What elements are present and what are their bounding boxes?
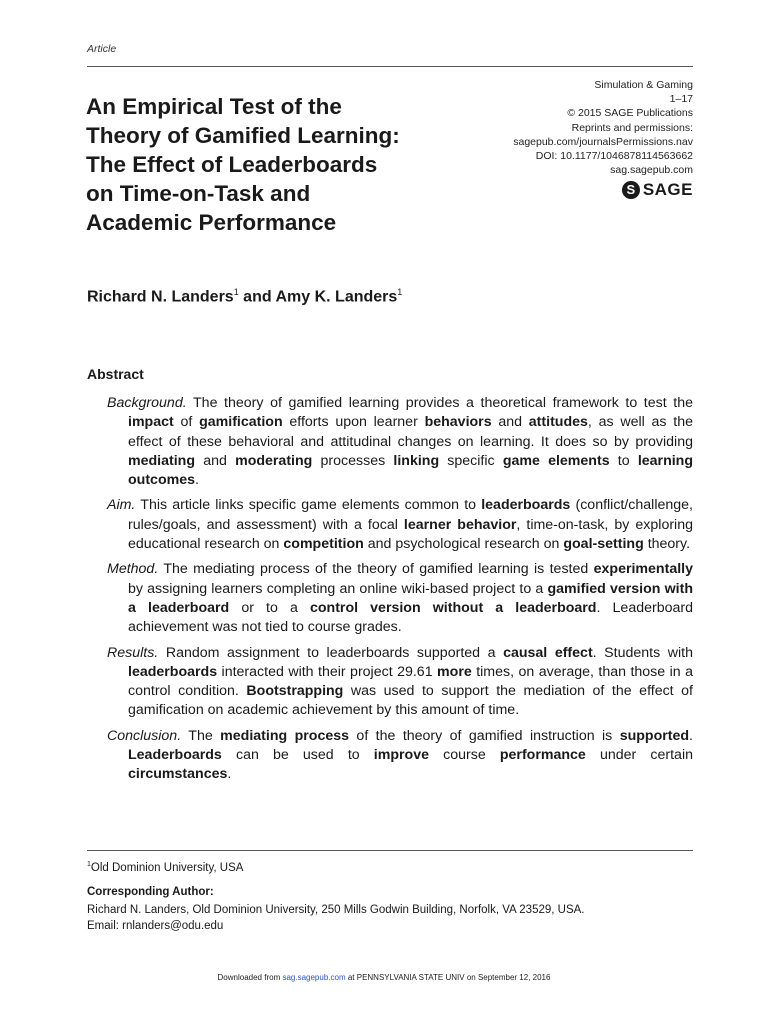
- affiliation-footnote: [87, 861, 243, 874]
- keyword: causal effect: [503, 644, 593, 661]
- abstract-section-label: Conclusion.: [107, 727, 182, 744]
- title-line: An Empirical Test of the: [86, 94, 342, 119]
- keyword: competition: [283, 536, 364, 553]
- affiliation-mark: 1: [87, 861, 91, 868]
- author-list: [87, 287, 402, 306]
- journal-info: [443, 78, 693, 199]
- abstract-text: . Leaderboard achievement was not tied to course grades.: [128, 599, 693, 636]
- sage-logo: [622, 181, 693, 199]
- abstract-text: , time-on-task, by exploring educational research on: [128, 516, 693, 553]
- keyword: learner behavior: [403, 516, 517, 533]
- abstract-section: [107, 727, 693, 785]
- abstract-section-label: Aim.: [107, 497, 136, 514]
- header-rule: [87, 66, 693, 67]
- abstract-text: can be used to: [221, 747, 374, 764]
- abstract-text: by assigning learners completing an online wiki-based project to a: [128, 580, 548, 597]
- keyword: more: [437, 663, 472, 680]
- abstract-section-label: Method.: [107, 561, 159, 578]
- abstract-text: .: [227, 766, 232, 783]
- keyword: gamified version with a leaderboard: [128, 580, 693, 616]
- keyword: impact: [128, 414, 174, 431]
- abstract-text: efforts upon learner: [282, 414, 425, 431]
- title-line: on Time-on-Task and: [86, 181, 311, 206]
- abstract-section: [107, 560, 693, 637]
- copyright: © 2015 SAGE Publications: [567, 107, 693, 120]
- abstract-text: The mediating process of the theory of gamified learning is tested: [158, 561, 594, 578]
- abstract-text: This article links specific game elements common to: [135, 497, 482, 514]
- abstract-text: processes: [312, 452, 394, 469]
- keyword: attitudes: [528, 414, 588, 431]
- abstract-text: under certain: [585, 747, 693, 764]
- corresponding-address: Richard N. Landers, Old Dominion University, 250 Mills Godwin Building, Norfolk, VA 23529, USA.: [87, 904, 585, 916]
- keyword: leaderboards: [481, 497, 571, 514]
- keyword: moderating: [235, 452, 313, 469]
- download-notice: [0, 973, 768, 982]
- download-suffix: at PENNSYLVANIA STATE UNIV on September 12, 2016: [345, 973, 551, 982]
- keyword: supported: [619, 727, 690, 744]
- abstract-body: [107, 394, 693, 791]
- affiliation-text: Old Dominion University, USA: [90, 861, 244, 874]
- author-name: Amy K. Landers: [275, 288, 398, 306]
- abstract-text: and: [491, 414, 529, 431]
- page-range: 1–17: [669, 93, 693, 106]
- abstract-section-label: Background.: [107, 395, 187, 411]
- abstract-text: specific: [439, 452, 503, 469]
- abstract-text: interacted with their project 29.61: [217, 663, 438, 680]
- author-conjunction: and: [238, 288, 276, 306]
- abstract-text: theory.: [643, 536, 691, 553]
- abstract-text: of the theory of gamified instruction is: [349, 727, 620, 744]
- article-type-label: Article: [87, 43, 117, 55]
- footnote-rule: [87, 850, 693, 851]
- keyword: learning outcomes: [128, 452, 694, 489]
- keyword: experimentally: [593, 561, 693, 578]
- abstract-text: and: [195, 452, 236, 469]
- keyword: circumstances: [128, 766, 228, 783]
- keyword: leaderboards: [128, 663, 218, 680]
- download-link[interactable]: sag.sagepub.com: [282, 973, 346, 982]
- abstract-text: of: [173, 414, 200, 431]
- keyword: Leaderboards: [128, 747, 222, 764]
- corresponding-author-heading: Corresponding Author:: [87, 886, 214, 898]
- permissions-url[interactable]: sagepub.com/journalsPermissions.nav: [513, 135, 693, 148]
- doi[interactable]: DOI: 10.1177/1046878114563662: [535, 150, 693, 163]
- keyword: mediating process: [220, 727, 350, 744]
- keyword: game elements: [502, 452, 610, 469]
- keyword: Bootstrapping: [246, 683, 344, 700]
- abstract-text: . Students with: [592, 644, 693, 661]
- keyword: performance: [499, 747, 586, 764]
- abstract-heading: Abstract: [87, 366, 144, 382]
- keyword: mediating: [128, 452, 196, 469]
- abstract-text: to: [609, 452, 638, 469]
- title-line: Academic Performance: [86, 210, 337, 235]
- abstract-text: .: [195, 472, 199, 489]
- abstract-text: Random assignment to leaderboards supported a: [158, 644, 504, 661]
- keyword: improve: [373, 747, 429, 764]
- corresponding-email[interactable]: Email: rnlanders@odu.edu: [87, 920, 224, 932]
- keyword: gamification: [199, 414, 283, 431]
- abstract-text: (conflict/challenge, rules/goals, and assessment) with a focal: [128, 497, 693, 533]
- title-line: Theory of Gamified Learning:: [86, 123, 400, 148]
- abstract-section-label: Results.: [107, 644, 159, 661]
- keyword: control version without a leaderboard: [309, 599, 597, 616]
- abstract-text: times, on average, than those in a control condition.: [128, 663, 693, 700]
- abstract-section: [107, 496, 693, 554]
- abstract-text: and psychological research on: [363, 536, 564, 553]
- journal-name: Simulation & Gaming: [594, 79, 693, 91]
- abstract-text: The: [181, 727, 221, 744]
- author-affiliation-mark: 1: [233, 287, 239, 297]
- author-affiliation-mark: 1: [397, 287, 403, 297]
- sage-s-icon: S: [622, 181, 640, 199]
- abstract-section: [107, 644, 693, 721]
- abstract-text: course: [429, 747, 500, 764]
- abstract-section: [107, 394, 693, 490]
- reprints-label: Reprints and permissions:: [571, 121, 693, 134]
- abstract-text: or to a: [229, 599, 310, 616]
- journal-site[interactable]: sag.sagepub.com: [610, 164, 693, 177]
- keyword: behaviors: [424, 414, 492, 431]
- abstract-text: was used to support the mediation of the effect of gamification on academic achievement by this amount of time.: [128, 683, 693, 719]
- author-name: Richard N. Landers: [87, 288, 234, 306]
- abstract-text: , as well as the effect of these behavioral and attitudinal changes on learning. It does so by providing: [128, 414, 693, 450]
- abstract-text: .: [689, 727, 693, 744]
- keyword: linking: [393, 452, 440, 469]
- download-prefix: Downloaded from: [217, 973, 283, 982]
- title-line: The Effect of Leaderboards: [86, 152, 378, 177]
- keyword: goal-setting: [563, 536, 644, 553]
- sage-logo-text: SAGE: [642, 180, 693, 200]
- abstract-text: The theory of gamified learning provides a theoretical framework to test the: [186, 395, 693, 411]
